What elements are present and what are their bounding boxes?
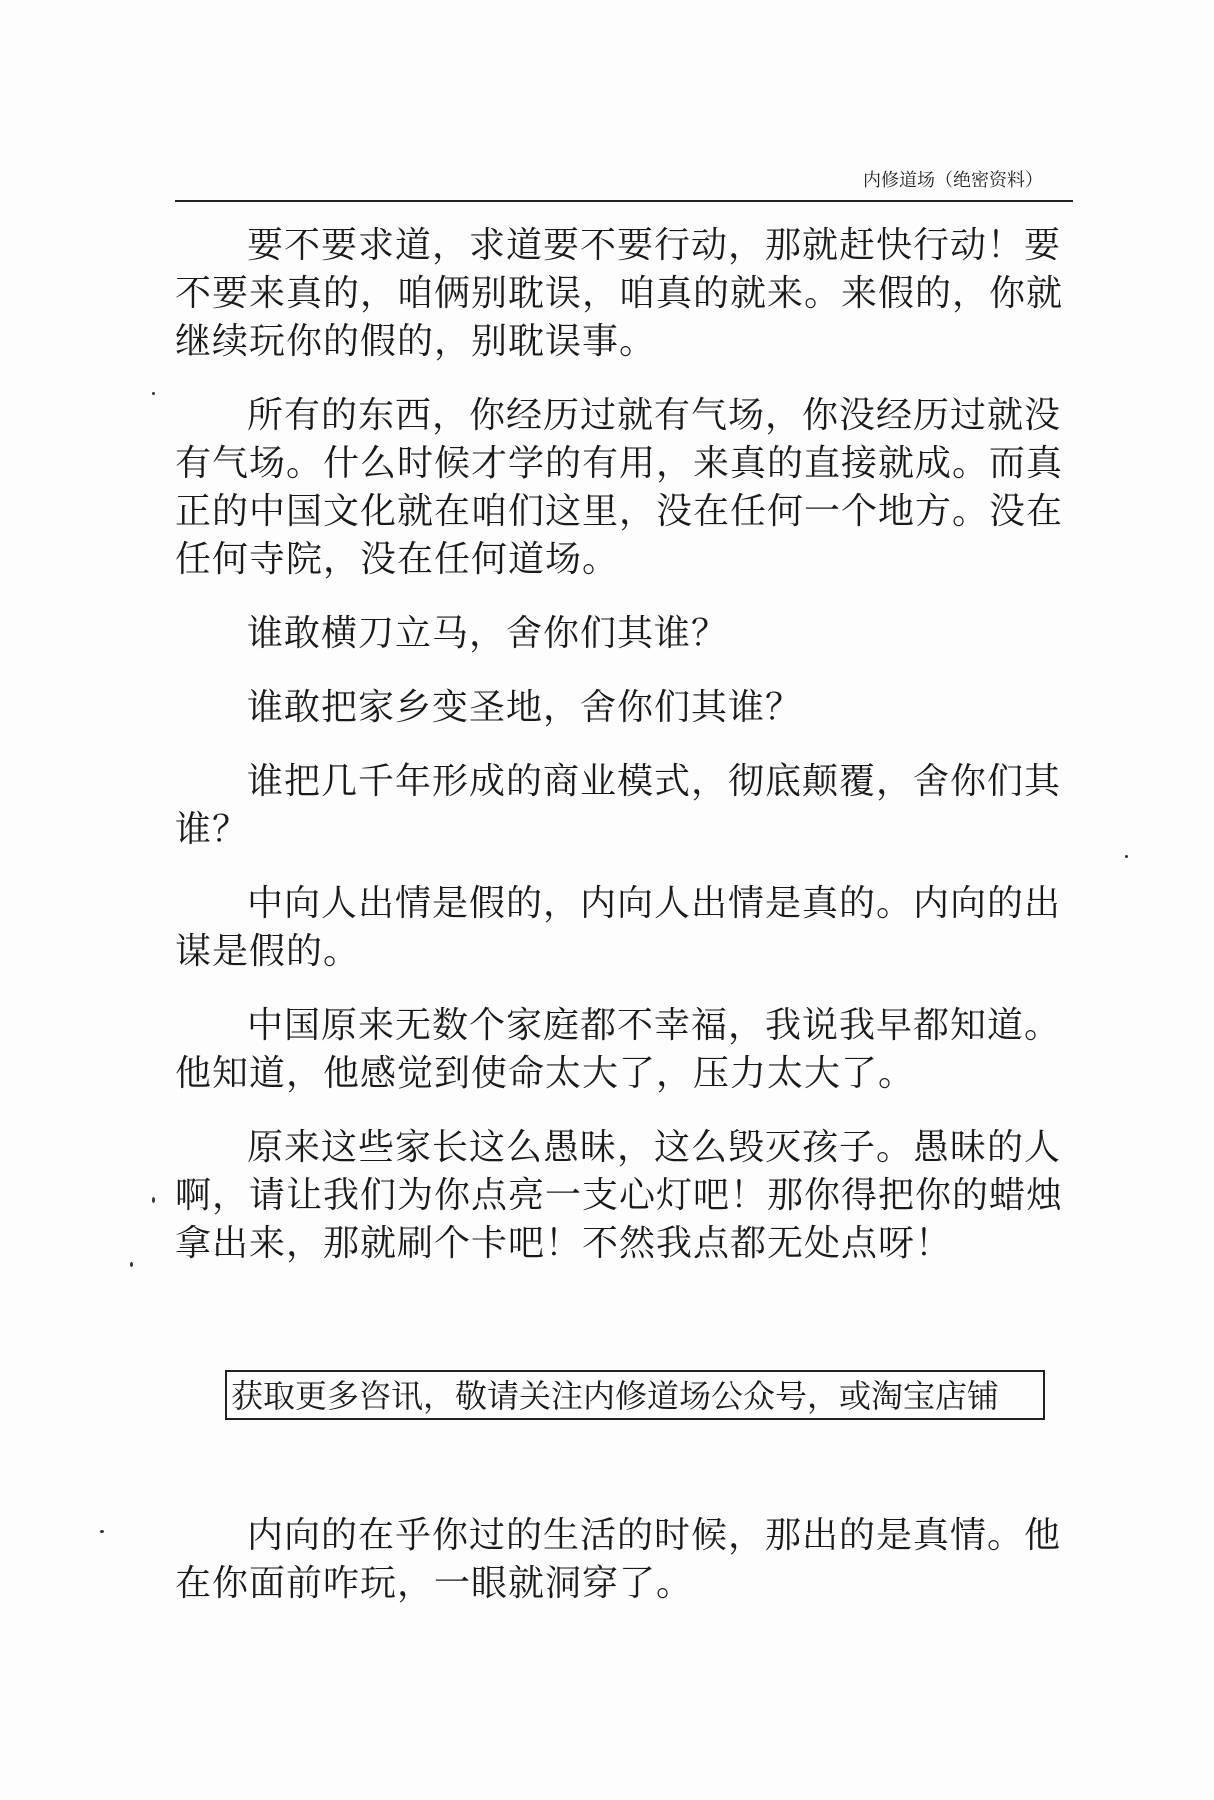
paragraph: 内向的在乎你过的生活的时候，那出的是真情。他在你面前咋玩，一眼就洞穿了。 bbox=[175, 1515, 1062, 1604]
paragraph: 要不要求道，求道要不要行动，那就赶快行动！要不要来真的，咱俩别耽误，咱真的就来。来假的，你就继续玩你的假的，别耽误事。 bbox=[175, 225, 1064, 362]
header-title: 内修道场（绝密资料） bbox=[863, 170, 1043, 191]
scan-speck bbox=[130, 1262, 133, 1267]
scan-speck bbox=[152, 392, 155, 395]
page-header bbox=[175, 160, 1073, 202]
scan-speck bbox=[100, 1530, 104, 1533]
paragraph: 中向人出情是假的，内向人出情是真的。内向的出谋是假的。 bbox=[175, 883, 1062, 972]
notice-box bbox=[225, 1370, 1045, 1420]
scan-speck bbox=[152, 1197, 155, 1203]
paragraph: 原来这些家长这么愚昧，这么毁灭孩子。愚昧的人啊，请让我们为你点亮一支心灯吧！那你得把你的蜡烛拿出来，那就刷个卡吧！不然我点都无处点呀！ bbox=[175, 1127, 1064, 1264]
paragraph: 谁把几千年形成的商业模式，彻底颠覆，舍你们其谁？ bbox=[175, 761, 1062, 850]
notice-text: 获取更多咨讯，敬请关注内修道场公众号，或淘宝店铺 bbox=[231, 1377, 1000, 1415]
main-text bbox=[175, 222, 1075, 1294]
paragraph: 中国原来无数个家庭都不幸福，我说我早都知道。他知道，他感觉到使命太大了，压力太大了。 bbox=[175, 1005, 1062, 1094]
scan-speck bbox=[1125, 855, 1128, 858]
paragraph: 所有的东西，你经历过就有气场，你没经历过就没有气场。什么时候才学的有用，来真的直接就成。而真正的中国文化就在咱们这里，没在任何一个地方。没在任何寺院，没在任何道场。 bbox=[175, 395, 1064, 580]
paragraph: 谁敢把家乡变圣地，舍你们其谁？ bbox=[247, 687, 803, 728]
tail-text bbox=[175, 1512, 1075, 1634]
paragraph: 谁敢横刀立马，舍你们其谁？ bbox=[247, 613, 729, 654]
